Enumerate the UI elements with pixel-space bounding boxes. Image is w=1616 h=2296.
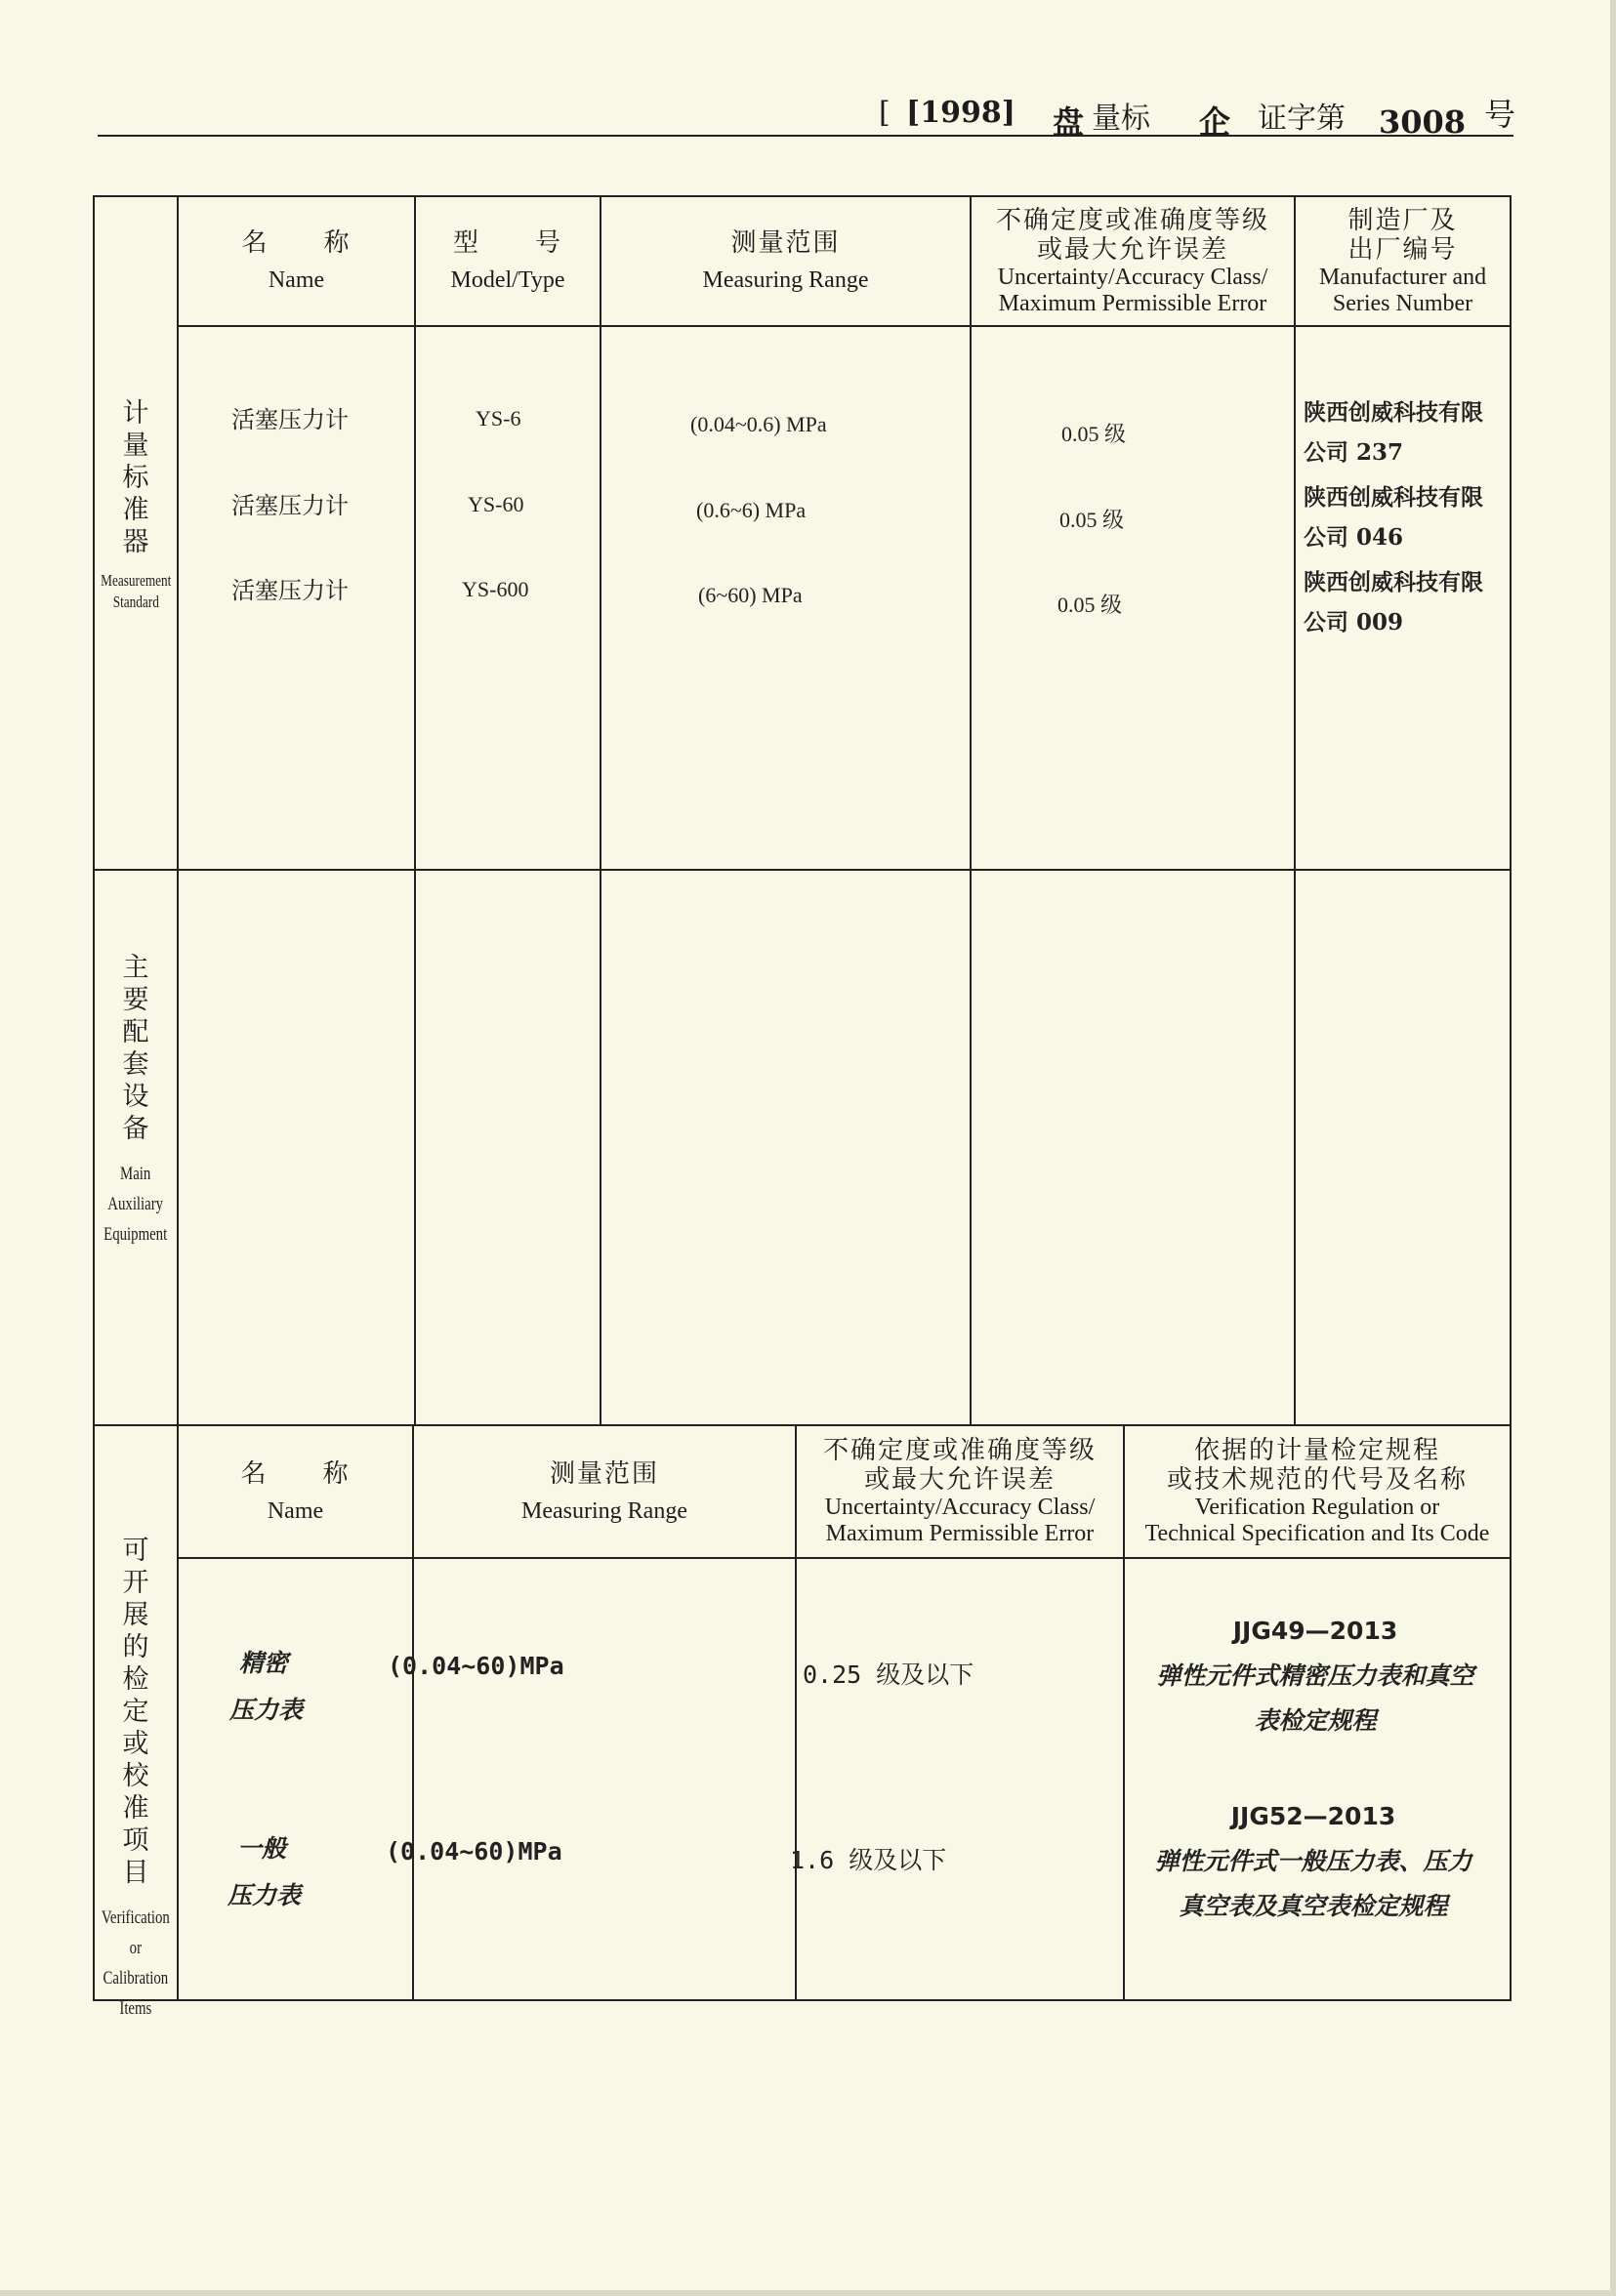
item-range-2: (0.04~60)MPa [386,1837,562,1866]
header-liang-biao: 量标 [1092,102,1150,136]
section-divider-1 [95,869,1510,871]
item-accuracy-1: 0.25 级及以下 [803,1660,974,1689]
standard-range-1: (0.04~0.6) MPa [690,412,827,436]
header-year: [1998] [906,96,1015,130]
item-regulation-2: JJG52—2013 弹性元件式一般压力表、压力 真空表及真空表检定规程 [1154,1802,1472,1920]
certificate-table [93,195,1512,2019]
standard-accuracy-1: 0.05 级 [1061,422,1127,446]
label-column-rule [177,197,179,1999]
item-range-1: (0.04~60)MPa [388,1652,564,1680]
header-zheng-zi-di: 证字第 [1258,102,1346,136]
item-name-2: 一般 压力表 [228,1834,302,1909]
items-header-range: 测量范围 Measuring Range [521,1458,687,1524]
header-manufacturer: 制造厂及 出厂编号 Manufacturer and Series Number [1318,205,1487,316]
standard-range-2: (0.6~6) MPa [696,498,807,522]
col-rule-range [600,197,601,1425]
header-name: 名 称 Name [241,228,352,293]
standard-manufacturer-2: 陕西创威科技有限 公司 046 [1304,484,1483,551]
header-uncertainty: 不确定度或准确度等级 或最大允许误差 Uncertainty/Accuracy Class/ Maximum Permissible Error [995,205,1269,316]
col-rule-uncertainty [970,197,972,1425]
header-bracket: [ [879,96,891,130]
section-zh-main-auxiliary: 主 要 配 套 设 备 [122,952,149,1144]
items-header-rule [178,1557,1510,1559]
items-header-name: 名 称 Name [240,1458,351,1524]
header-qi-char: 企 [1199,103,1231,141]
col-rule-model [414,197,416,1425]
item-regulation-1: JJG49—2013 弹性元件式精密压力表和真空 表检定规程 [1156,1617,1474,1735]
items-header-regulation: 依据的计量检定规程 或技术规范的代号及名称 Verification Regulation or Technical Specification and Its Code [1144,1436,1490,1546]
certificate-header [98,90,1516,141]
standard-header-rule [178,325,1510,327]
header-measuring-range: 测量范围 Measuring Range [702,228,869,293]
header-hao-char: 号 [1484,96,1516,133]
standard-model-3: YS-600 [462,577,529,601]
section-zh-verification-items: 可 开 展 的 检 定 或 校 准 项 目 [122,1535,149,1888]
item-name-1: 精密 压力表 [229,1649,304,1724]
section-label-main-auxiliary [95,939,177,1261]
standard-manufacturer-3: 陕西创威科技有限 公司 009 [1304,569,1483,636]
section-en-measurement-standard: Measurement Standard [100,570,172,611]
standard-model-2: YS-60 [468,492,524,516]
section-zh-measurement-standard: 计 量 标 准 器 [122,397,149,557]
header-model: 型 号 Model/Type [450,228,565,293]
standard-name-1: 活塞压力计 [231,406,349,433]
standard-range-3: (6~60) MPa [698,583,803,607]
item-accuracy-2: 1.6 级及以下 [790,1846,947,1874]
section-en-main-auxiliary: Main Auxiliary Equipment [104,1163,168,1245]
col-rule-manufacturer [1294,197,1296,1425]
header-certificate-number: 3008 [1379,103,1467,141]
section-en-verification-items: Verification or Calibration Items [102,1906,170,2019]
standard-accuracy-3: 0.05 级 [1057,593,1123,617]
standard-accuracy-2: 0.05 级 [1059,508,1125,532]
standard-name-2: 活塞压力计 [231,492,349,519]
section-label-verification-items [95,1515,177,2042]
standard-model-1: YS-6 [476,406,521,430]
standard-manufacturer-1: 陕西创威科技有限 公司 237 [1304,399,1483,466]
items-header-uncertainty: 不确定度或准确度等级 或最大允许误差 Uncertainty/Accuracy Class/ Maximum Permissible Error [822,1436,1097,1546]
header-pan-char: 盘 [1053,103,1085,141]
section-label-measurement-standard [95,388,177,622]
standard-name-3: 活塞压力计 [231,577,349,604]
